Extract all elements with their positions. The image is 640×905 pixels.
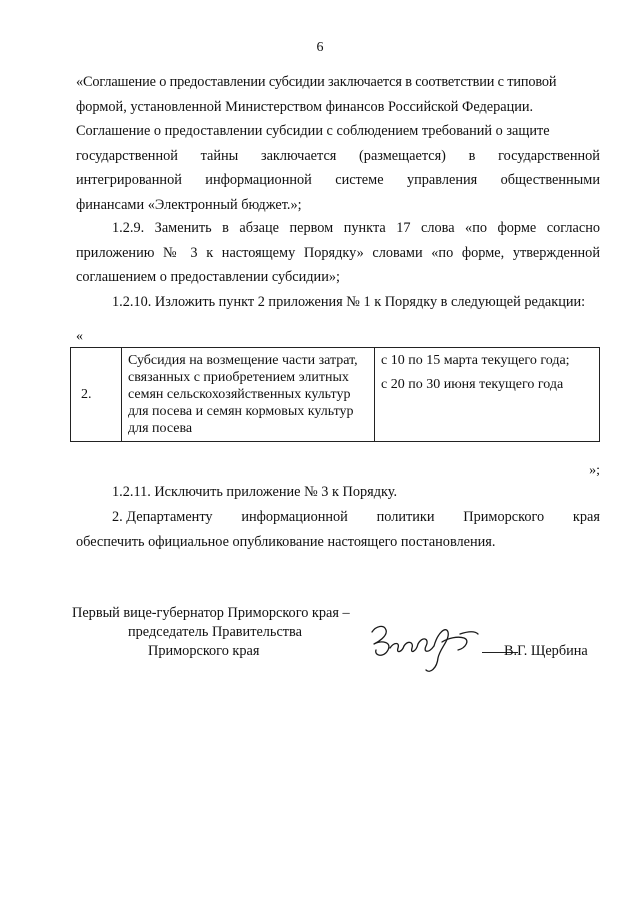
word: системе xyxy=(335,172,384,188)
word: в xyxy=(468,147,476,164)
word: информационной xyxy=(205,172,312,188)
signatory-name: В.Г. Щербина xyxy=(504,643,588,659)
paragraph-line-6: финансами «Электронный бюджет.»; xyxy=(76,196,302,213)
word: управления xyxy=(406,172,478,188)
signatory-line: Приморского края xyxy=(148,643,260,659)
paragraph-line-5 xyxy=(76,168,600,193)
signatory-title xyxy=(72,604,350,661)
word: заключается xyxy=(260,147,337,164)
table-cell-subject: Субсидия на возмещение части затрат, связанных с приобретением элитных семян сельскохозяйственных культур для посева и семян кормовых культур для посева xyxy=(122,348,375,442)
word: государственной xyxy=(498,147,600,164)
word: 2. Департаменту xyxy=(112,509,213,525)
signatory-line: Первый вице-губернатор Приморского края – xyxy=(72,605,350,621)
text-line: Соглашение о предоставлении субсидии с соблюдением требований о защите xyxy=(76,123,550,139)
signatory-line: председатель Правительства xyxy=(128,624,302,640)
word: информационной xyxy=(241,509,348,525)
text-line xyxy=(76,95,600,120)
paragraph-2-line-2: обеспечить официальное опубликование настоящего постановления. xyxy=(76,533,496,550)
handwritten-signature xyxy=(368,612,488,682)
word: интегрированной xyxy=(76,172,182,188)
table-cell-number: 2. xyxy=(71,348,122,442)
paragraph-2-line-1 xyxy=(112,505,600,530)
table-row xyxy=(71,348,600,442)
quote-close-mark: »; xyxy=(589,463,600,478)
paragraph-agreement-part1 xyxy=(76,70,600,144)
text-line: формой, установленной Министерством финансов Российской Федерации. xyxy=(76,98,534,115)
appendix-table xyxy=(70,347,600,442)
paragraph-1-2-9: 1.2.9. Заменить в абзаце первом пункта 17 слова «по форме согласно приложению № 3 к настоящему Порядку» словами «по форме, утвержденной соглашением о предоставлении субсидии»; xyxy=(76,220,600,285)
period-line: с 20 по 30 июня текущего года xyxy=(381,377,564,392)
word: политики xyxy=(376,509,435,525)
table-cell-period xyxy=(375,348,600,442)
period-line: с 10 по 15 марта текущего года; xyxy=(381,353,570,368)
paragraph-1-2-11: 1.2.11. Исключить приложение № 3 к Порядку. xyxy=(112,484,398,500)
quote-open-mark: « xyxy=(76,329,83,344)
word: государственной xyxy=(76,147,178,164)
page-number: 6 xyxy=(316,40,324,55)
word: края xyxy=(572,509,600,525)
word: общественными xyxy=(500,172,600,188)
paragraph-line-4 xyxy=(76,144,600,169)
paragraph-1-2-10: 1.2.10. Изложить пункт 2 приложения № 1 к Порядку в следующей редакции: xyxy=(112,294,586,310)
text-line: «Соглашение о предоставлении субсидии заключается в соответствии с типовой xyxy=(76,74,557,90)
word: (размещается) xyxy=(359,147,446,164)
word: Приморского xyxy=(463,509,545,525)
word: тайны xyxy=(200,147,239,164)
